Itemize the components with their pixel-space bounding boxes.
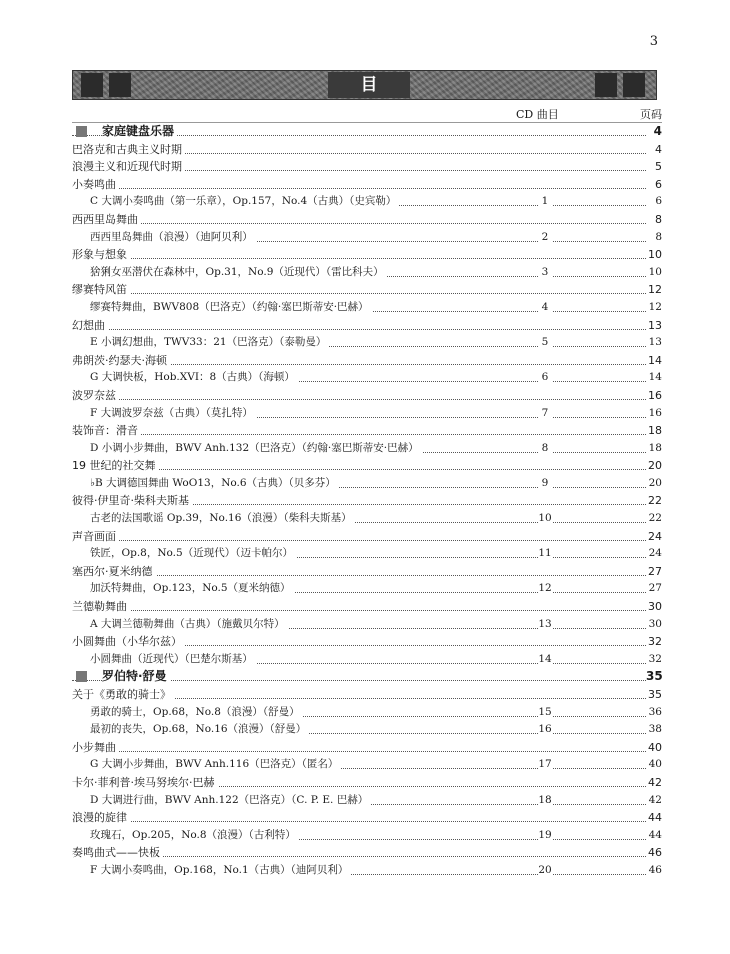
dot-leader (72, 540, 648, 541)
toc-title-text: 幻想曲 (72, 317, 108, 335)
toc-category[interactable] (72, 123, 662, 141)
column-header (72, 106, 662, 123)
toc-title-text: 形象与想象 (72, 246, 130, 264)
toc-title-text: 小奏鸣曲 (72, 176, 119, 194)
page-ref: 10 (646, 246, 662, 264)
toc-entry[interactable] (72, 369, 662, 387)
toc-entry[interactable] (72, 704, 662, 722)
toc-title-text: 小步舞曲 (72, 739, 119, 757)
toc-title-text: 罗伯特·舒曼 (102, 668, 170, 686)
cd-track-number: 19 (538, 827, 552, 845)
toc-title-text: 浪漫主义和近现代时期 (72, 158, 185, 176)
toc-section[interactable] (72, 457, 662, 475)
page-ref: 36 (646, 704, 662, 722)
toc-entry[interactable] (72, 651, 662, 669)
cd-track-number: 9 (538, 475, 552, 493)
dot-leader (72, 610, 648, 611)
page-ref: 8 (646, 211, 662, 229)
toc-entry[interactable] (72, 334, 662, 352)
toc-entry[interactable] (72, 580, 662, 598)
toc-section[interactable] (72, 809, 662, 827)
page-ref: 40 (646, 756, 662, 774)
toc-title-text: 浪漫的旋律 (72, 809, 130, 827)
toc-section[interactable] (72, 598, 662, 616)
toc-title-text: 彼得·伊里奇·柴科夫斯基 (72, 492, 192, 510)
page-ref: 8 (646, 229, 662, 247)
page-ref: 44 (646, 827, 662, 845)
page-ref: 10 (646, 264, 662, 282)
cd-track-number: 4 (538, 299, 552, 317)
toc-title-text: 家庭键盘乐器 (102, 123, 177, 141)
page-ref: 40 (646, 739, 662, 757)
category-square-icon (76, 126, 87, 137)
banner-block (109, 73, 131, 97)
dot-leader (72, 751, 648, 752)
toc-section[interactable] (72, 686, 662, 704)
page-ref: 30 (646, 616, 662, 634)
toc-title-text: F 大调波罗奈兹（古典）（莫扎特） (90, 405, 256, 423)
page-ref: 6 (646, 176, 662, 194)
page-ref: 6 (646, 193, 662, 211)
cd-track-number: 11 (538, 545, 552, 563)
toc-section[interactable] (72, 141, 662, 159)
toc-section[interactable] (72, 774, 662, 792)
toc-title-text: 西西里岛舞曲（浪漫）（迪阿贝利） (90, 229, 256, 247)
cd-track-number: 6 (538, 369, 552, 387)
toc-title-text: F 大调小奏鸣曲，Op.168，No.1（古典）（迪阿贝利） (90, 862, 351, 880)
dot-leader (72, 399, 648, 400)
toc-section[interactable] (72, 563, 662, 581)
toc-entry[interactable] (72, 510, 662, 528)
page-ref: 4 (646, 141, 662, 159)
page-ref: 22 (646, 510, 662, 528)
toc-section[interactable] (72, 352, 662, 370)
page-ref: 27 (646, 563, 662, 581)
page-ref: 5 (646, 158, 662, 176)
toc-entry[interactable] (72, 440, 662, 458)
page-ref: 16 (646, 405, 662, 423)
toc-title-text: 缪赛特舞曲，BWV808（巴洛克）（约翰·塞巴斯蒂安·巴赫） (90, 299, 372, 317)
toc-entry[interactable] (72, 756, 662, 774)
toc-title-text: 巴洛克和古典主义时期 (72, 141, 185, 159)
toc-section[interactable] (72, 158, 662, 176)
dot-leader (72, 434, 648, 435)
toc-title-text: G 大调快板，Hob.XVI：8（古典）（海顿） (90, 369, 298, 387)
page-ref: 18 (646, 440, 662, 458)
toc-title-text: 19 世纪的社交舞 (72, 457, 159, 475)
toc-title-text: D 大调进行曲，BWV Anh.122（巴洛克）（C. P. E. 巴赫） (90, 792, 371, 810)
toc-title-text: G 大调小步舞曲，BWV Anh.116（巴洛克）（匿名） (90, 756, 341, 774)
toc-title-text: 塞西尔·夏米纳德 (72, 563, 156, 581)
page-ref: 18 (646, 422, 662, 440)
toc-title-text: 玫瑰石，Op.205，No.8（浪漫）（古利特） (90, 827, 299, 845)
toc-title-text: 小圆舞曲（小华尔兹） (72, 633, 185, 651)
page-number: 3 (649, 34, 658, 49)
page-ref: 42 (646, 792, 662, 810)
toc-entry[interactable] (72, 475, 662, 493)
cd-track-number: 18 (538, 792, 552, 810)
page-ref: 14 (646, 369, 662, 387)
toc-entry[interactable] (72, 545, 662, 563)
page-ref: 16 (646, 387, 662, 405)
toc-title-text: 猞猁女巫潜伏在森林中，Op.31，No.9（近现代）（雷比科夫） (90, 264, 387, 282)
page-ref: 42 (646, 774, 662, 792)
toc-section[interactable] (72, 211, 662, 229)
cd-track-number: 14 (538, 651, 552, 669)
toc-title-text: 铁匠，Op.8，No.5（近现代）（迈卡帕尔） (90, 545, 296, 563)
page-ref: 22 (646, 492, 662, 510)
page-ref: 30 (646, 598, 662, 616)
toc-title-text: 声音画面 (72, 528, 119, 546)
toc-section[interactable] (72, 387, 662, 405)
toc-section[interactable] (72, 317, 662, 335)
page-ref: 12 (646, 299, 662, 317)
toc-section[interactable] (72, 633, 662, 651)
toc-entry[interactable] (72, 721, 662, 739)
toc-title-text: 缪赛特风笛 (72, 281, 130, 299)
page-ref: 35 (646, 668, 662, 686)
toc-title-text: 勇敢的骑士，Op.68，No.8（浪漫）（舒曼） (90, 704, 303, 722)
toc-section[interactable] (72, 739, 662, 757)
banner-block (81, 73, 103, 97)
dot-leader (72, 575, 648, 576)
toc-entry[interactable] (72, 264, 662, 282)
dot-leader (72, 293, 648, 294)
page-ref: 13 (646, 317, 662, 335)
cd-track-number: 8 (538, 440, 552, 458)
toc-entry[interactable] (72, 405, 662, 423)
dot-leader (72, 258, 648, 259)
toc-title-text: D 小调小步舞曲，BWV Anh.132（巴洛克）（约翰·塞巴斯蒂安·巴赫） (90, 440, 422, 458)
toc-title-text: 波罗奈兹 (72, 387, 119, 405)
page-ref: 13 (646, 334, 662, 352)
toc-title-text: 最初的丧失，Op.68，No.16（浪漫）（舒曼） (90, 721, 309, 739)
toc-section[interactable] (72, 176, 662, 194)
toc-title-text: 古老的法国歌谣 Op.39，No.16（浪漫）（柴科夫斯基） (90, 510, 355, 528)
banner-block (595, 73, 617, 97)
dot-leader (72, 223, 648, 224)
toc-entry[interactable] (72, 862, 662, 880)
toc-section[interactable] (72, 528, 662, 546)
toc-section[interactable] (72, 422, 662, 440)
cd-track-number: 15 (538, 704, 552, 722)
toc-section[interactable] (72, 246, 662, 264)
toc-title-text: ♭B 大调德国舞曲 WoO13，No.6（古典）（贝多芬） (90, 475, 339, 493)
page-ref: 32 (646, 651, 662, 669)
toc-entry[interactable] (72, 193, 662, 211)
banner-block (623, 73, 645, 97)
toc-title-text: 卡尔·菲利普·埃马努埃尔·巴赫 (72, 774, 218, 792)
toc-entry[interactable] (72, 299, 662, 317)
page-ref: 38 (646, 721, 662, 739)
cd-track-number: 1 (538, 193, 552, 211)
toc-section[interactable] (72, 492, 662, 510)
toc-title-text: 奏鸣曲式——快板 (72, 844, 163, 862)
toc-title: 目 录 (328, 72, 410, 98)
page-ref: 12 (646, 281, 662, 299)
dot-leader (72, 188, 648, 189)
toc-section[interactable] (72, 281, 662, 299)
toc-title-text: C 大调小奏鸣曲（第一乐章），Op.157，No.4（古典）（史宾勒） (90, 193, 399, 211)
toc-title-text: 小圆舞曲（近现代）（巴楚尔斯基） (90, 651, 256, 669)
dot-leader (72, 821, 648, 822)
cd-track-number: 17 (538, 756, 552, 774)
page-ref: 46 (646, 844, 662, 862)
cd-track-number: 3 (538, 264, 552, 282)
toc-entry[interactable] (72, 229, 662, 247)
page-ref: 35 (646, 686, 662, 704)
page-ref: 24 (646, 545, 662, 563)
dot-leader (72, 329, 648, 330)
page-ref: 20 (646, 457, 662, 475)
cd-track-number: 13 (538, 616, 552, 634)
toc-entry[interactable] (72, 616, 662, 634)
page-ref: 44 (646, 809, 662, 827)
cd-track-number: 12 (538, 580, 552, 598)
page-ref: 4 (646, 123, 662, 141)
category-square-icon (76, 671, 87, 682)
toc-section[interactable] (72, 844, 662, 862)
toc-list (72, 123, 662, 880)
toc-entry[interactable] (72, 827, 662, 845)
cd-track-number: 20 (538, 862, 552, 880)
page-ref: 46 (646, 862, 662, 880)
toc-title-text: 西西里岛舞曲 (72, 211, 141, 229)
cd-column-label: CD 曲目 (516, 108, 559, 121)
cd-track-number: 10 (538, 510, 552, 528)
toc-category[interactable] (72, 668, 662, 686)
page-ref: 24 (646, 528, 662, 546)
toc-title-text: E 小调幻想曲，TWV33：21（巴洛克）（泰勒曼） (90, 334, 329, 352)
toc-title-text: 兰德勒舞曲 (72, 598, 130, 616)
page-ref: 27 (646, 580, 662, 598)
page-ref: 14 (646, 352, 662, 370)
page-column-label: 页码 (640, 108, 662, 121)
toc-entry[interactable] (72, 792, 662, 810)
cd-track-number: 16 (538, 721, 552, 739)
toc-title-text: 关于《勇敢的骑士》 (72, 686, 174, 704)
page-ref: 32 (646, 633, 662, 651)
toc-title-text: A 大调兰德勒舞曲（古典）（施戴贝尔特） (90, 616, 288, 634)
toc-title-text: 弗朗茨·约瑟夫·海顿 (72, 352, 170, 370)
cd-track-number: 7 (538, 405, 552, 423)
page-ref: 20 (646, 475, 662, 493)
cd-track-number: 2 (538, 229, 552, 247)
toc-title-text: 加沃特舞曲，Op.123，No.5（夏米纳德） (90, 580, 294, 598)
toc-title-text: 装饰音：滑音 (72, 422, 141, 440)
cd-track-number: 5 (538, 334, 552, 352)
